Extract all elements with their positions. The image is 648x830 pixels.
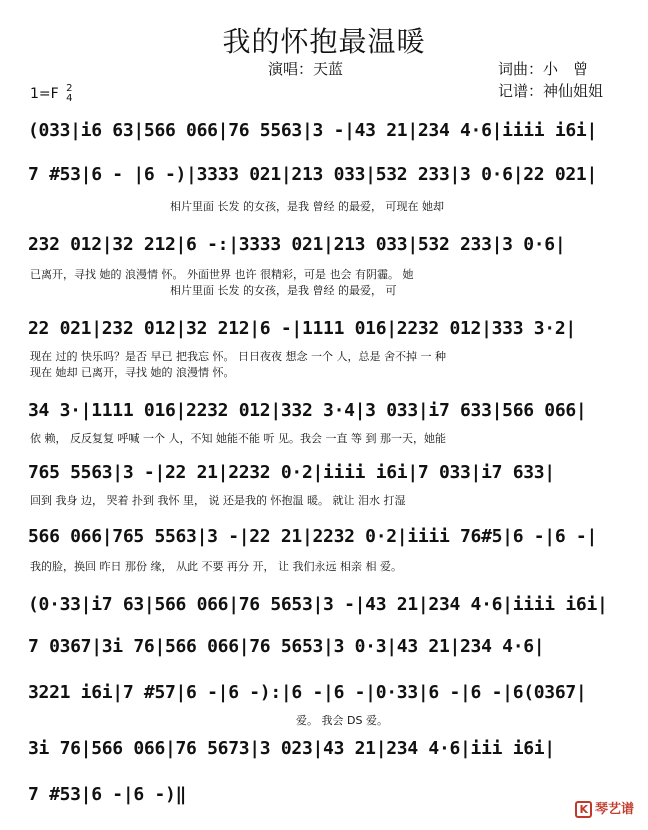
key-signature (30, 84, 73, 104)
watermark-logo-icon: K (575, 801, 592, 818)
lyric-line: 回到 我身 边， 哭着 扑到 我怀 里， 说 还是我的 怀抱温 暖。 就让 泪水 打湿 (30, 494, 406, 507)
staff-row: 7 #53|6 -|6 -)‖ (28, 784, 187, 805)
key-label: 1=F (30, 86, 59, 102)
lyric-line: 我的脸，换回 昨日 那份 缘， 从此 不要 再分 开， 让 我们永远 相亲 相 爱。 (30, 560, 402, 573)
time-top: 2 (66, 83, 73, 94)
staff-row: (0·33|i7 63|566 066|76 5653|3 -|43 21|234 4·6|iiii i6i| (28, 594, 608, 615)
staff-row: 3i 76|566 066|76 5673|3 023|43 21|234 4·6|iii i6i| (28, 738, 555, 759)
lyric-line: 相片里面 长发 的女孩，是我 曾经 的最爱， 可 (170, 284, 397, 297)
composer: 词曲：小 曾 (498, 60, 589, 78)
lyric-line: 现在 过的 快乐吗？是否 早已 把我忘 怀。 日日夜夜 想念 一个 人，总是 舍不掉 一 种 (30, 350, 446, 363)
song-title: 我的怀抱最温暖 (222, 25, 426, 58)
staff-row: 232 012|32 212|6 -:|3333 021|213 033|532 233|3 0·6| (28, 234, 566, 255)
staff-row: 34 3·|1111 016|2232 012|332 3·4|3 033|i7 633|566 066| (28, 400, 587, 421)
staff-row: 566 066|765 5563|3 -|22 21|2232 0·2|iiii 76#5|6 -|6 -| (28, 526, 597, 547)
staff-row: 3221 i6i|7 #57|6 -|6 -):|6 -|6 -|0·33|6 -|6 -|6(0367| (28, 682, 587, 703)
staff-row: 22 021|232 012|32 212|6 -|1111 016|2232 012|333 3·2| (28, 318, 576, 339)
lyric-line: 爱。 我会 DS 爱。 (296, 714, 388, 727)
watermark-text: 琴艺谱 (594, 802, 634, 817)
lyric-line: 相片里面 长发 的女孩，是我 曾经 的最爱， 可现在 她却 (170, 200, 444, 213)
lyric-line: 依 赖， 反反复复 呼喊 一个 人，不知 她能不能 听 见。我会 一直 等 到 那一天，她能 (30, 432, 446, 445)
singer: 演唱：天蓝 (268, 60, 344, 78)
time-signature (66, 84, 72, 104)
staff-row: 765 5563|3 -|22 21|2232 0·2|iiii i6i|7 033|i7 633| (28, 462, 555, 483)
lyric-line: 现在 她却 已离开，寻找 她的 浪漫情 怀。 (30, 366, 235, 379)
staff-row: 7 0367|3i 76|566 066|76 5653|3 0·3|43 21|234 4·6| (28, 636, 545, 657)
transcriber: 记谱：神仙姐姐 (498, 82, 604, 100)
watermark (575, 798, 634, 818)
time-bottom: 4 (66, 93, 73, 104)
staff-row: 7 #53|6 - |6 -)|3333 021|213 033|532 233|3 0·6|22 021| (28, 164, 597, 185)
staff-row: (033|i6 63|566 066|76 5563|3 -|43 21|234 4·6|iiii i6i| (28, 120, 597, 141)
lyric-line: 已离开，寻找 她的 浪漫情 怀。 外面世界 也许 很精彩，可是 也会 有阴霾。 她 (30, 268, 414, 281)
